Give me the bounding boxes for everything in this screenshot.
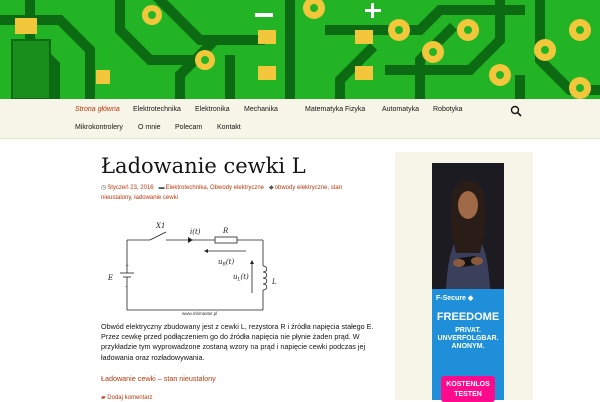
ad-title: FREEDOME xyxy=(436,311,500,323)
post-tags-link-2[interactable]: nieustalony, ładowanie cewki xyxy=(101,194,178,201)
image-credit: www.mbmaster.pl xyxy=(182,311,218,316)
ad-line-3: ANONYM. xyxy=(451,343,485,350)
post-meta xyxy=(101,184,371,203)
nav-item-elektrotechnika[interactable]: Elektrotechnika xyxy=(133,106,181,113)
nav-item-o-mnie[interactable]: O mnie xyxy=(138,124,161,131)
main-navigation xyxy=(0,99,600,139)
ad-line-2: UNVERFOLGBAR. xyxy=(437,335,499,342)
nav-item-mikrokontrolery[interactable]: Mikrokontrolery xyxy=(75,124,123,131)
label-u-l: $u_L(t)$ xyxy=(233,273,249,283)
label-resistor: R xyxy=(223,227,229,235)
pcb-pattern-image xyxy=(0,0,600,99)
nav-item-fizyka[interactable]: Fizyka xyxy=(345,106,366,113)
add-comment-label: Dodaj komentarz xyxy=(107,395,153,401)
ad-cta-line-1: KOSTENLOS xyxy=(446,381,490,388)
nav-item-strona-glowna[interactable]: Strona główna xyxy=(75,106,120,113)
post-title[interactable]: Ładowanie cewki L xyxy=(101,154,306,178)
ad-brand xyxy=(436,294,473,302)
folder-icon: ▬ xyxy=(158,185,165,191)
label-plus: + xyxy=(125,263,130,269)
circuit-diagram xyxy=(100,218,276,320)
nav-item-kontakt[interactable]: Kontakt xyxy=(217,124,241,131)
read-more-link[interactable]: Ładowanie cewki – stan nieustalony xyxy=(101,374,216,383)
label-x1: X1 xyxy=(156,222,166,230)
post-categories-link[interactable]: Elektrotechnika, Obwody elektryczne xyxy=(165,185,265,191)
clock-icon: ◷ xyxy=(101,185,107,191)
add-comment-link[interactable] xyxy=(101,394,153,401)
ad-photo-image xyxy=(432,163,504,289)
post-tags-link-1[interactable]: obwody elektryczne, stan xyxy=(274,185,343,191)
nav-item-mechanika[interactable]: Mechanika xyxy=(244,106,278,113)
comment-icon: ▰ xyxy=(101,395,108,401)
header-banner[interactable] xyxy=(0,0,600,99)
nav-item-matematyka[interactable]: Matematyka xyxy=(305,106,344,113)
tag-icon: ◆ xyxy=(269,185,274,191)
nav-item-elektronika[interactable]: Elektronika xyxy=(195,106,230,113)
nav-item-robotyka[interactable]: Robotyka xyxy=(433,106,463,113)
ad-brand-label: F-Secure xyxy=(436,295,466,302)
ad-line-1: PRIVAT. xyxy=(455,327,481,334)
search-icon[interactable] xyxy=(510,105,522,117)
ad-cta-line-2: TESTEN xyxy=(454,391,482,398)
label-current: i(t) xyxy=(190,228,201,236)
nav-item-polecam[interactable]: Polecam xyxy=(175,124,203,131)
post-excerpt: Obwód elektryczny zbudowany jest z cewki L, rezystora R i źródła napięcia stałego E. Przez cewkę przed podłączeniem go do źródła napięcia nie płynie żaden prąd. W przykładzie tym wyprowadzone zostaną wzory na prąd i napięcie cewki podczas jej ładowania oraz rozładowywania. xyxy=(101,322,374,362)
label-minus: - xyxy=(125,284,127,290)
ad-cta-button[interactable] xyxy=(441,376,495,402)
nav-item-automatyka[interactable]: Automatyka xyxy=(382,106,419,113)
shield-icon: ◆ xyxy=(467,295,474,302)
label-u-r: $u_R(t)$ xyxy=(218,258,235,268)
label-source: E xyxy=(108,274,114,282)
sidebar-ad[interactable] xyxy=(432,163,504,400)
label-inductor: L xyxy=(272,278,277,286)
post-date-link[interactable]: Styczeń 23, 2016 xyxy=(107,185,154,191)
